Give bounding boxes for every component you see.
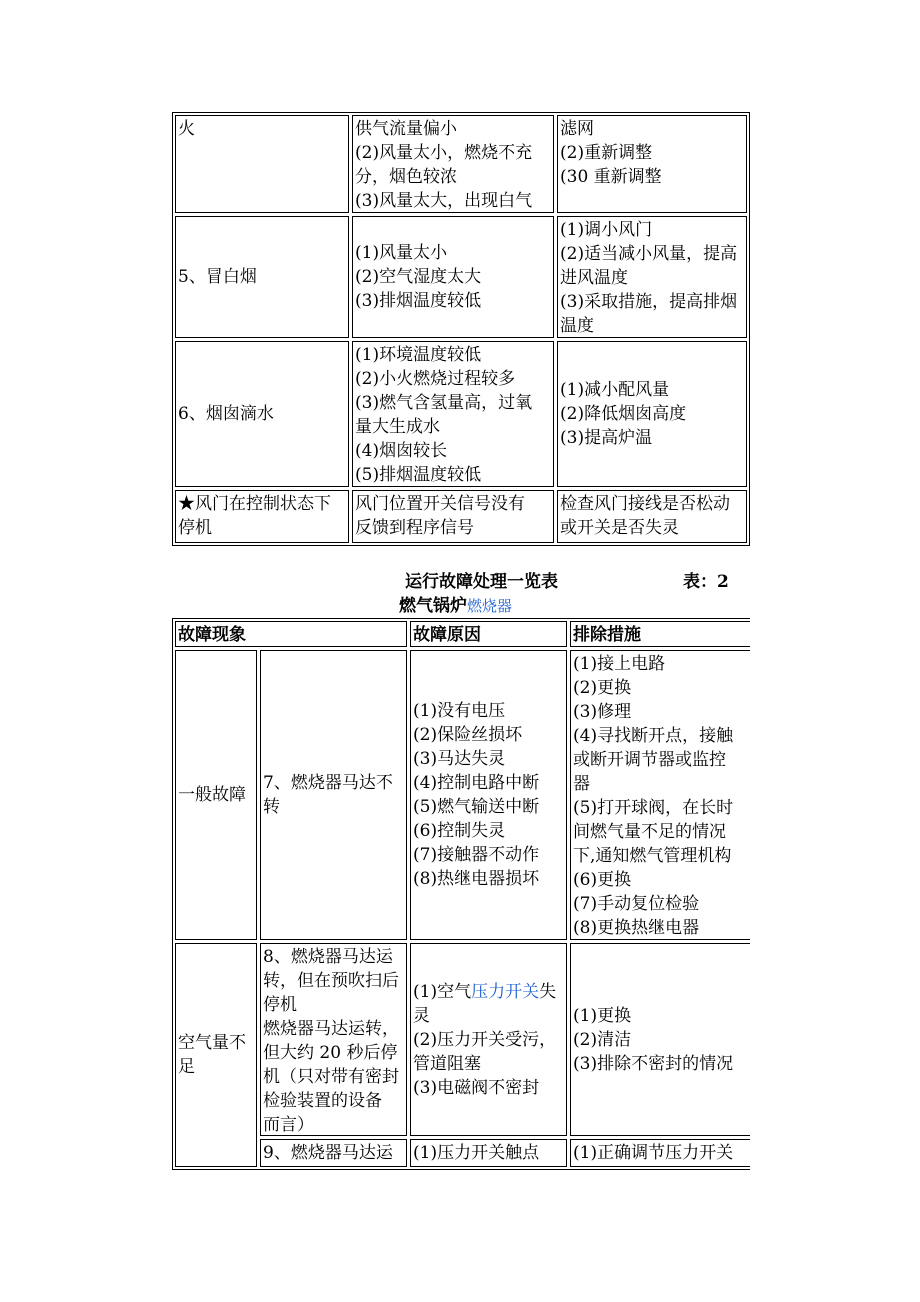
table1-row1-symptom — [175, 115, 349, 213]
row9-causes — [410, 1139, 567, 1167]
text-line — [413, 980, 556, 1004]
row7-causes — [410, 650, 567, 940]
text-line: (3)修理 — [573, 702, 632, 722]
text-line: (2)适当减小风量，提高 — [560, 244, 738, 264]
row8-remedies — [570, 943, 750, 1136]
cause-list — [413, 980, 556, 1100]
category-insufficient-air — [175, 943, 257, 1167]
text-line: 停机 — [178, 518, 212, 538]
header-text: 故障现象 — [178, 625, 246, 645]
text-line: 检查风门接线是否松动 — [560, 494, 730, 514]
row9-symptom — [260, 1139, 407, 1167]
text-line: 量大生成水 — [355, 417, 440, 437]
text-line: (2)小火燃烧过程较多 — [355, 369, 516, 389]
row9-remedies — [570, 1139, 750, 1167]
text-line: (3)排除不密封的情况 — [573, 1053, 734, 1074]
text-line: (1)风量太小 — [355, 243, 448, 263]
table1-row3-symptom — [175, 341, 349, 487]
text-line: (8)热继电器损坏 — [413, 869, 540, 889]
table1-row4-causes — [352, 490, 554, 543]
row7-remedies — [570, 650, 750, 940]
text-line: (1)环境温度较低 — [355, 345, 482, 365]
text-line: ★风门在控制状态下 — [178, 494, 331, 514]
text-line: 或开关是否失灵 — [560, 518, 679, 538]
text-line: 转 — [263, 797, 280, 817]
text-line: 9、燃烧器马达运 — [263, 1143, 393, 1163]
text-line: (1)调小风门 — [560, 220, 653, 240]
row8-causes — [410, 943, 567, 1136]
table-subtitle — [399, 594, 512, 618]
text-line: 供气流量偏小 — [355, 119, 457, 139]
table1-row1-remedies — [557, 115, 747, 213]
category-text — [178, 1031, 246, 1079]
text-line: 火 — [178, 119, 195, 139]
text-line: 转，但在预吹扫后 — [263, 971, 399, 991]
text-line: 风门位置开关信号没有 — [355, 494, 525, 514]
text-line: 滤网 — [560, 119, 594, 139]
text-line: 管道阻塞 — [413, 1053, 481, 1074]
text-line: (1)更换 — [573, 1005, 632, 1026]
text-line: (2)空气湿度太大 — [355, 267, 482, 287]
table1-row2-remedies — [557, 216, 747, 338]
text-line: (6)控制失灵 — [413, 821, 506, 841]
text-line: (8)更换热继电器 — [573, 918, 700, 938]
table1-row3-remedies — [557, 341, 747, 487]
row7-symptom — [260, 650, 407, 940]
text-line: (1)接上电路 — [573, 654, 666, 674]
text-line: (3)提高炉温 — [560, 428, 653, 448]
remedy-list — [573, 1004, 733, 1076]
text-line: (4)烟囱较长 — [355, 441, 448, 461]
text-line: 进风温度 — [560, 268, 628, 288]
text-line: (1)减小配风量 — [560, 380, 670, 400]
text-line: (3)采取措施，提高排烟 — [560, 292, 738, 312]
text-line: 间燃气量不足的情况 — [573, 822, 726, 842]
category-general-fault — [175, 650, 257, 940]
remedy-list — [560, 378, 686, 450]
text-line: (4)控制电路中断 — [413, 773, 540, 793]
header-text: 故障原因 — [413, 625, 481, 645]
text-line: 燃烧器马达运转， — [263, 1019, 399, 1039]
text-line: 而言） — [263, 1115, 314, 1135]
text-line: (3)电磁阀不密封 — [413, 1077, 540, 1098]
text-line: 机（只对带有密封 — [263, 1067, 399, 1087]
text-line: 器 — [573, 774, 590, 794]
header-remedy — [570, 621, 750, 647]
text-line: 6、烟囱滴水 — [178, 404, 274, 424]
text-line: 5、冒白烟 — [178, 267, 257, 287]
text-line: (1)压力开关触点 — [413, 1143, 540, 1163]
symptom-text — [263, 771, 393, 819]
table1-row1-causes — [352, 115, 554, 213]
text-line: (1)没有电压 — [413, 701, 506, 721]
text-line: (2)保险丝损坏 — [413, 725, 523, 745]
text-line: (5)燃气输送中断 — [413, 797, 540, 817]
table1-row3-causes — [352, 341, 554, 487]
header-fault-symptom — [175, 621, 407, 647]
text-line: (2)清洁 — [573, 1029, 632, 1050]
burner-link[interactable]: 燃烧器 — [467, 597, 513, 615]
text-line: (1)正确调节压力开关 — [573, 1143, 734, 1163]
subtitle-text: 燃气锅炉 — [399, 596, 467, 616]
text-line: (3)燃气含氢量高，过氧 — [355, 393, 533, 413]
text-line: 停机 — [263, 995, 297, 1015]
text-line: 空气量不 — [178, 1033, 246, 1053]
text-line: 8、燃烧器马达运 — [263, 947, 393, 967]
text-line: 检验装置的设备 — [263, 1091, 382, 1111]
text-line: 一般故障 — [178, 785, 246, 805]
row8-symptom — [260, 943, 407, 1136]
text-line: (5)排烟温度较低 — [355, 465, 482, 485]
text-line: (2)重新调整 — [560, 143, 653, 163]
text-line: 温度 — [560, 316, 594, 336]
cause-text: 失 — [539, 981, 557, 1002]
cause-list — [413, 699, 539, 891]
text-line: 下,通知燃气管理机构 — [573, 846, 732, 866]
text-line: (4)寻找断开点，接触 — [573, 726, 734, 746]
header-fault-cause — [410, 621, 567, 647]
text-line: 反馈到程序信号 — [355, 518, 474, 538]
text-line: 但大约 20 秒后停 — [263, 1043, 398, 1063]
text-line: (2)更换 — [573, 678, 632, 698]
table-title: 运行故障处理一览表 — [405, 572, 558, 592]
table1-row2-causes — [352, 216, 554, 338]
text-line: (2)降低烟囱高度 — [560, 404, 687, 424]
cause-text: (1)空气 — [413, 981, 472, 1002]
table1-row4-remedies — [557, 490, 747, 543]
text-line: (30 重新调整 — [560, 167, 662, 187]
table-number: 表：2 — [683, 572, 729, 592]
text-line: 分，烟色较浓 — [355, 167, 457, 187]
text-line: (3)排烟温度较低 — [355, 291, 482, 311]
header-text: 排除措施 — [573, 625, 641, 645]
text-line: (3)风量太大，出现白气 — [355, 191, 533, 211]
text-line: (7)手动复位检验 — [573, 894, 700, 914]
text-line: 或断开调节器或监控 — [573, 750, 726, 770]
text-line: 灵 — [413, 1005, 430, 1026]
table1-row2-symptom — [175, 216, 349, 338]
table1-row4-symptom — [175, 490, 349, 543]
text-line: (5)打开球阀，在长时 — [573, 798, 734, 818]
text-line: (6)更换 — [573, 870, 632, 890]
text-line: (3)马达失灵 — [413, 749, 506, 769]
text-line: (7)接触器不动作 — [413, 845, 540, 865]
text-line: 7、燃烧器马达不 — [263, 773, 393, 793]
text-line: 足 — [178, 1057, 195, 1077]
text-line: (2)风量太小，燃烧不充 — [355, 143, 533, 163]
pressure-switch-link[interactable]: 压力开关 — [471, 981, 540, 1002]
text-line: (2)压力开关受污， — [413, 1029, 557, 1050]
cause-list — [355, 241, 481, 313]
